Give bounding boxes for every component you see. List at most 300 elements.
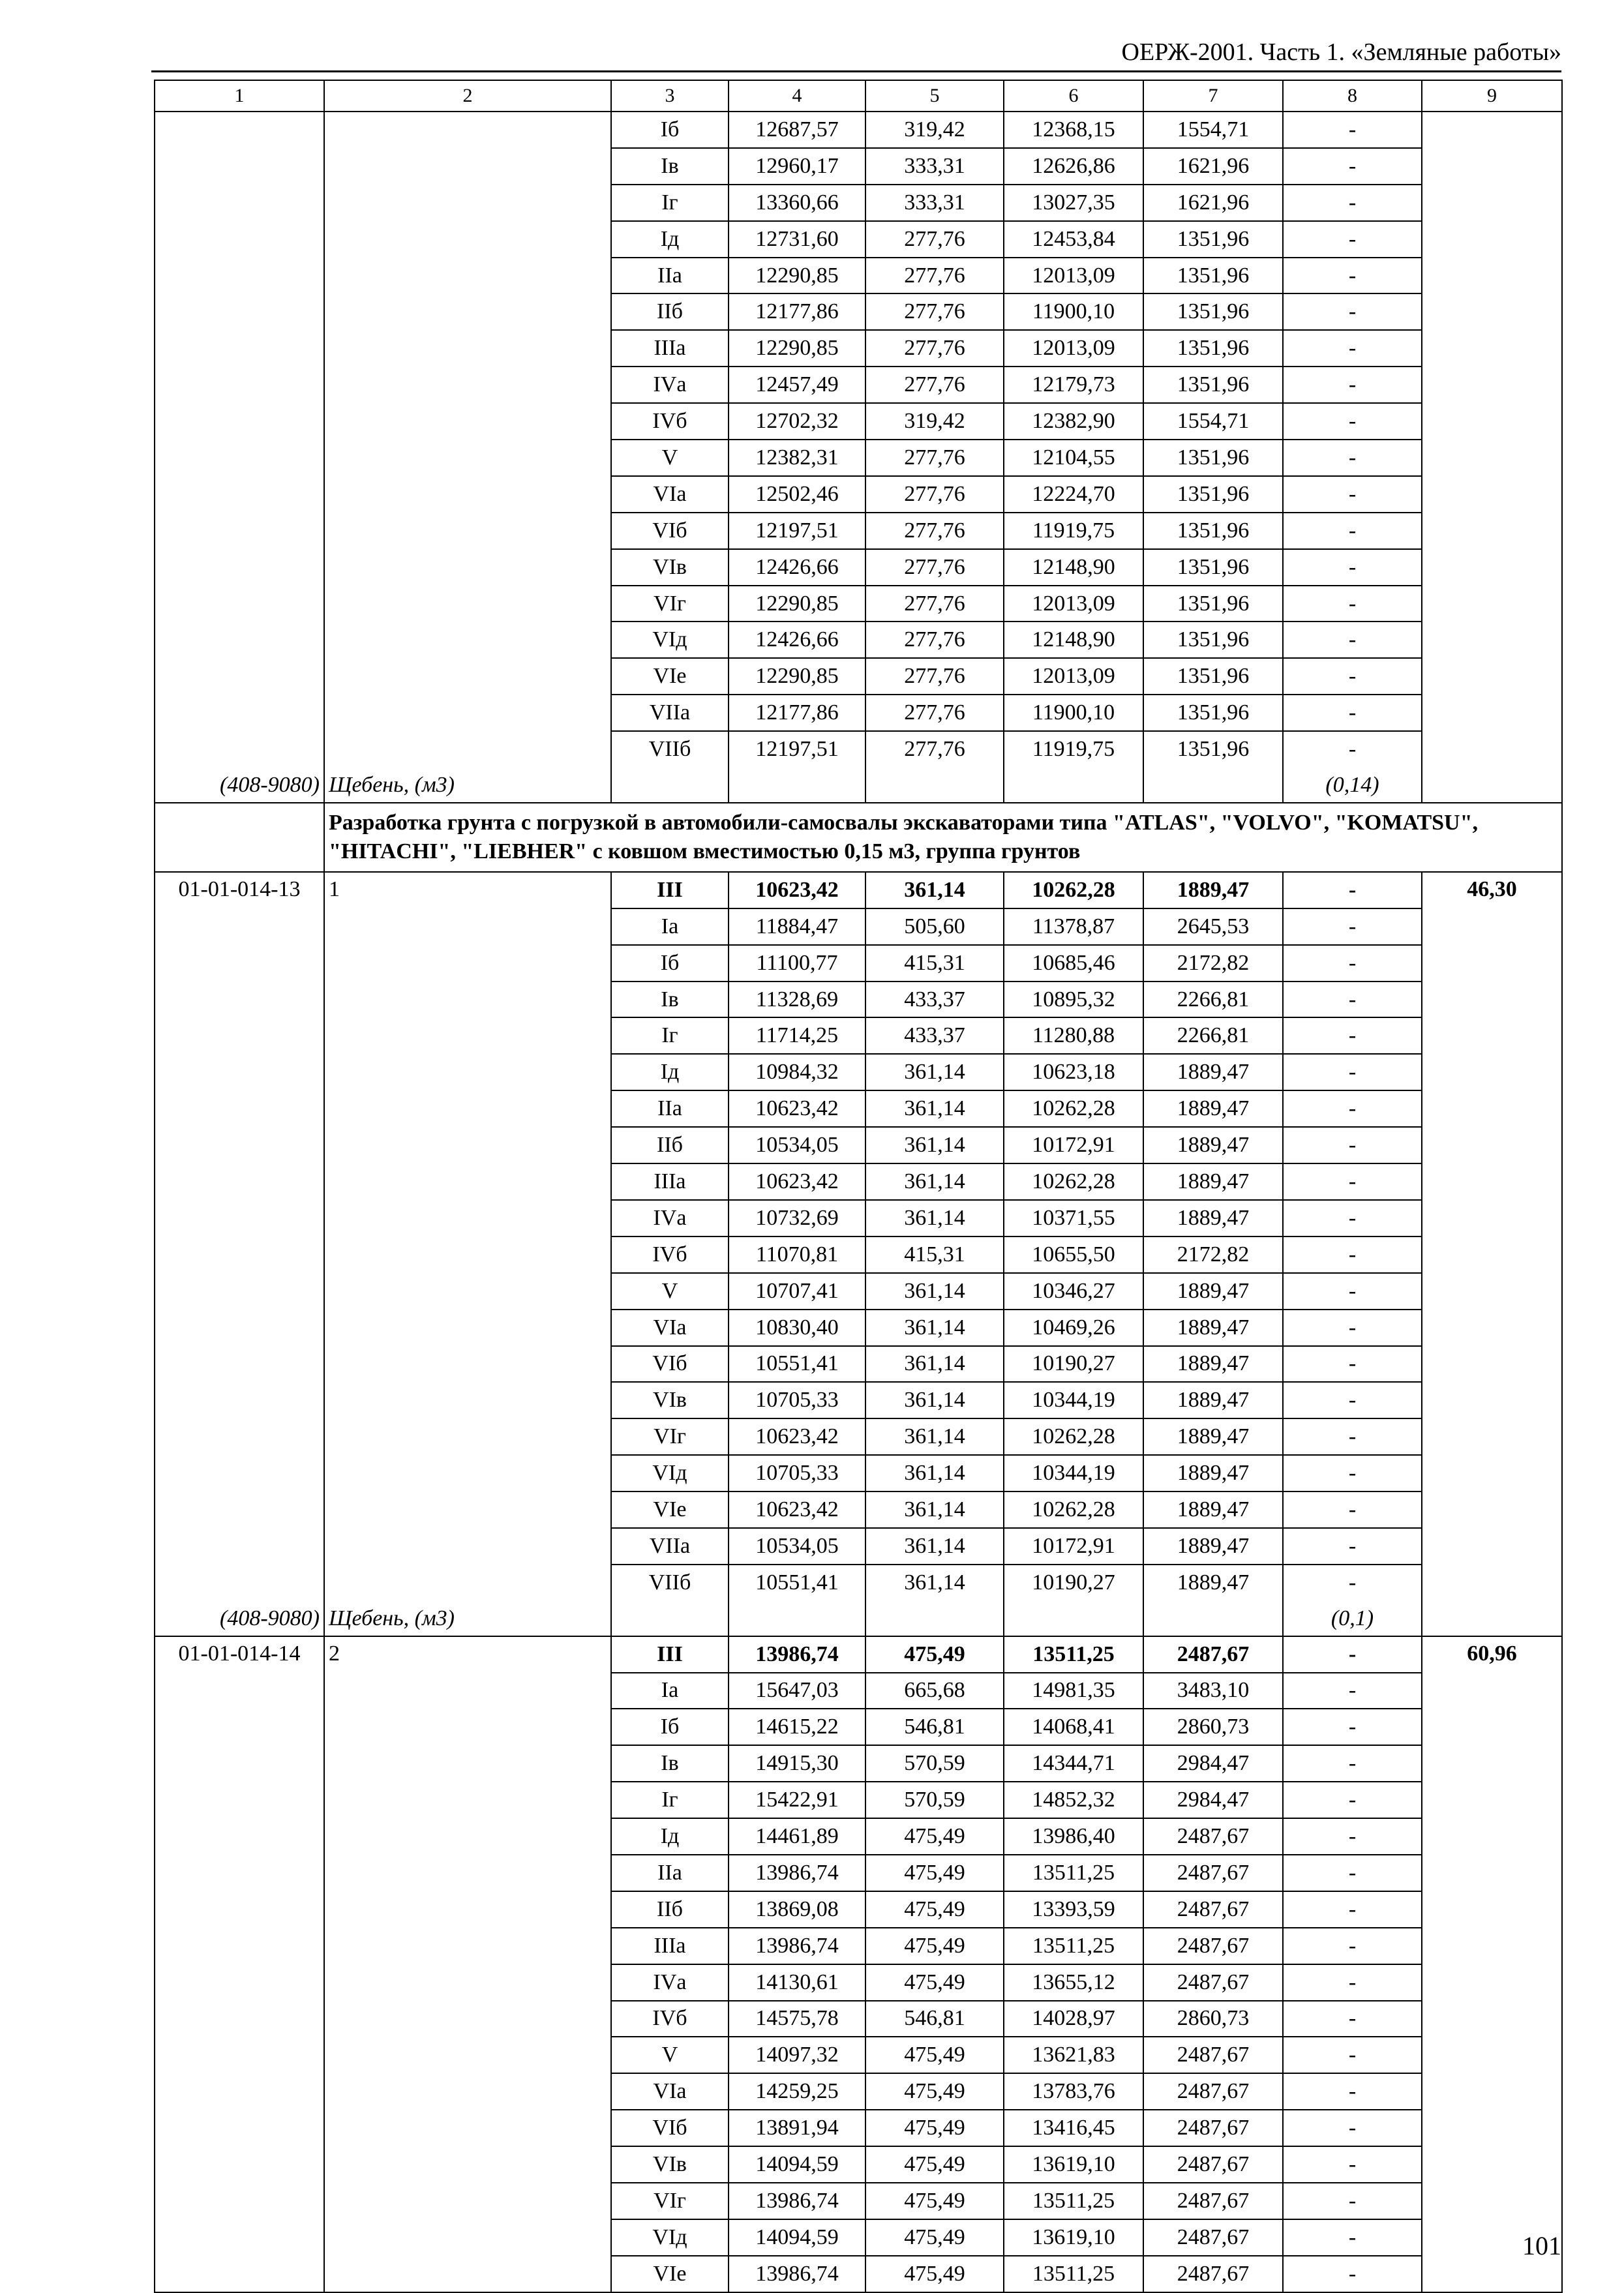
code-cell <box>155 258 324 294</box>
name-cell <box>324 1709 611 1745</box>
materials-cell: - <box>1283 112 1422 148</box>
total-cell: 10623,42 <box>729 1491 865 1528</box>
machines-cell: 12382,90 <box>1004 403 1143 440</box>
materials-cell: - <box>1283 1782 1422 1818</box>
code-cell <box>155 1200 324 1236</box>
table-row <box>155 1200 1562 1236</box>
code-cell <box>155 476 324 513</box>
name-cell <box>324 476 611 513</box>
machinist-wage-cell: 1889,47 <box>1143 1382 1283 1418</box>
code-cell <box>155 586 324 622</box>
materials-cell: - <box>1283 293 1422 330</box>
mark-cell: VIб <box>611 513 729 549</box>
table-row <box>155 293 1562 330</box>
total-cell: 10534,05 <box>729 1528 865 1565</box>
mark-cell: Iд <box>611 1818 729 1855</box>
machines-cell: 10346,27 <box>1004 1273 1143 1310</box>
wage-cell: 433,37 <box>865 982 1004 1018</box>
wage-cell: 277,76 <box>865 330 1004 367</box>
labor-cell <box>1422 1163 1562 1200</box>
wage-cell: 475,49 <box>865 1928 1004 1964</box>
name-cell <box>324 403 611 440</box>
wage-cell: 361,14 <box>865 1090 1004 1127</box>
total-cell: 12687,57 <box>729 112 865 148</box>
total-cell: 12731,60 <box>729 221 865 258</box>
materials-cell: - <box>1283 872 1422 908</box>
materials-cell: - <box>1283 185 1422 221</box>
mark-cell: IIа <box>611 1090 729 1127</box>
empty-cell <box>1004 1600 1143 1636</box>
wage-cell: 277,76 <box>865 695 1004 731</box>
wage-cell: 361,14 <box>865 1491 1004 1528</box>
mark-cell: VIд <box>611 2219 729 2256</box>
total-cell: 10551,41 <box>729 1346 865 1383</box>
empty-cell <box>1004 767 1143 803</box>
table-row <box>155 622 1562 658</box>
total-cell: 14461,89 <box>729 1818 865 1855</box>
machines-cell: 10623,18 <box>1004 1054 1143 1090</box>
total-cell: 12197,51 <box>729 731 865 767</box>
name-cell <box>324 2037 611 2073</box>
machines-cell: 10344,19 <box>1004 1382 1143 1418</box>
materials-cell: - <box>1283 1745 1422 1782</box>
name-cell <box>324 293 611 330</box>
code-cell <box>155 1310 324 1346</box>
name-cell <box>324 982 611 1018</box>
machinist-wage-cell: 2487,67 <box>1143 2110 1283 2146</box>
wage-cell: 433,37 <box>865 1017 1004 1054</box>
machinist-wage-cell: 2487,67 <box>1143 1636 1283 1673</box>
total-cell: 12177,86 <box>729 695 865 731</box>
machinist-wage-cell: 2645,53 <box>1143 908 1283 945</box>
machinist-wage-cell: 2984,47 <box>1143 1745 1283 1782</box>
material-code: (408-9080) <box>155 767 324 803</box>
table-row <box>155 1017 1562 1054</box>
labor-cell <box>1422 1673 1562 1709</box>
code-cell <box>155 695 324 731</box>
rates-table <box>154 80 1563 2293</box>
name-cell <box>324 1528 611 1565</box>
labor-cell <box>1422 2110 1562 2146</box>
column-number: 6 <box>1004 80 1143 112</box>
total-cell: 10623,42 <box>729 1090 865 1127</box>
mark-cell: III <box>611 1636 729 1673</box>
table-row <box>155 1236 1562 1273</box>
total-cell: 14615,22 <box>729 1709 865 1745</box>
table-row <box>155 2110 1562 2146</box>
labor-cell <box>1422 1017 1562 1054</box>
name-cell <box>324 1673 611 1709</box>
wage-cell: 415,31 <box>865 1236 1004 1273</box>
materials-cell: - <box>1283 2037 1422 2073</box>
materials-cell: - <box>1283 1528 1422 1565</box>
mark-cell: VIд <box>611 622 729 658</box>
labor-cell <box>1422 1054 1562 1090</box>
materials-cell: - <box>1283 330 1422 367</box>
name-cell <box>324 1891 611 1928</box>
machines-cell: 13619,10 <box>1004 2146 1143 2183</box>
name-cell <box>324 112 611 148</box>
machinist-wage-cell: 1351,96 <box>1143 695 1283 731</box>
total-cell: 13986,74 <box>729 2256 865 2292</box>
mark-cell: Iб <box>611 1709 729 1745</box>
machines-cell: 13416,45 <box>1004 2110 1143 2146</box>
mark-cell: IVа <box>611 1200 729 1236</box>
materials-cell: - <box>1283 403 1422 440</box>
labor-cell <box>1422 1310 1562 1346</box>
machines-cell: 12013,09 <box>1004 330 1143 367</box>
labor-cell <box>1422 1528 1562 1565</box>
machinist-wage-cell: 2487,67 <box>1143 2146 1283 2183</box>
material-consumption: (0,1) <box>1283 1600 1422 1636</box>
table-row <box>155 549 1562 586</box>
mark-cell: VIг <box>611 586 729 622</box>
machines-cell: 13027,35 <box>1004 185 1143 221</box>
name-cell <box>324 1964 611 2001</box>
machines-cell: 14981,35 <box>1004 1673 1143 1709</box>
mark-cell: IIIа <box>611 1928 729 1964</box>
code-cell <box>155 1346 324 1383</box>
table-row <box>155 872 1562 908</box>
table-row <box>155 221 1562 258</box>
labor-cell <box>1422 982 1562 1018</box>
materials-cell: - <box>1283 586 1422 622</box>
machinist-wage-cell: 2487,67 <box>1143 2037 1283 2073</box>
materials-cell: - <box>1283 1928 1422 1964</box>
code-cell <box>155 221 324 258</box>
table-row <box>155 1528 1562 1565</box>
machinist-wage-cell: 1889,47 <box>1143 1163 1283 1200</box>
machinist-wage-cell: 1351,96 <box>1143 622 1283 658</box>
page-header: ОЕРЖ-2001. Часть 1. «Земляные работы» <box>1121 38 1561 66</box>
table-row <box>155 1346 1562 1383</box>
total-cell: 14094,59 <box>729 2146 865 2183</box>
table-row <box>155 2256 1562 2292</box>
machinist-wage-cell: 1889,47 <box>1143 1346 1283 1383</box>
machinist-wage-cell: 3483,10 <box>1143 1673 1283 1709</box>
mark-cell: VIе <box>611 2256 729 2292</box>
materials-cell: - <box>1283 2219 1422 2256</box>
name-cell <box>324 549 611 586</box>
wage-cell: 546,81 <box>865 2001 1004 2037</box>
machines-cell: 12148,90 <box>1004 622 1143 658</box>
machines-cell: 10685,46 <box>1004 945 1143 982</box>
name-cell <box>324 695 611 731</box>
table-row <box>155 367 1562 403</box>
name-cell <box>324 1491 611 1528</box>
wage-cell: 361,14 <box>865 1163 1004 1200</box>
name-cell <box>324 908 611 945</box>
material-name: Щебень, (м3) <box>324 767 611 803</box>
name-cell <box>324 513 611 549</box>
empty-cell <box>865 1600 1004 1636</box>
mark-cell: V <box>611 2037 729 2073</box>
table-row <box>155 1964 1562 2001</box>
materials-cell: - <box>1283 908 1422 945</box>
code-cell <box>155 112 324 148</box>
labor-cell <box>1422 1236 1562 1273</box>
total-cell: 14915,30 <box>729 1745 865 1782</box>
wage-cell: 361,14 <box>865 1346 1004 1383</box>
machinist-wage-cell: 2266,81 <box>1143 982 1283 1018</box>
table-row <box>155 2001 1562 2037</box>
machines-cell: 11919,75 <box>1004 731 1143 767</box>
machinist-wage-cell: 1554,71 <box>1143 403 1283 440</box>
name-cell <box>324 1382 611 1418</box>
name-cell <box>324 148 611 185</box>
code-cell <box>155 2256 324 2292</box>
mark-cell: VIг <box>611 2183 729 2219</box>
total-cell: 12290,85 <box>729 586 865 622</box>
name-cell <box>324 1236 611 1273</box>
machinist-wage-cell: 1351,96 <box>1143 293 1283 330</box>
wage-cell: 415,31 <box>865 945 1004 982</box>
labor-cell <box>1422 658 1562 695</box>
table-row <box>155 982 1562 1018</box>
name-cell <box>324 2219 611 2256</box>
labor-cell: 46,30 <box>1422 872 1562 908</box>
materials-cell: - <box>1283 1346 1422 1383</box>
machines-cell: 13511,25 <box>1004 1855 1143 1891</box>
materials-cell: - <box>1283 1163 1422 1200</box>
materials-cell: - <box>1283 695 1422 731</box>
name-cell <box>324 2001 611 2037</box>
machines-cell: 10262,28 <box>1004 1418 1143 1455</box>
machinist-wage-cell: 1889,47 <box>1143 1127 1283 1163</box>
name-cell <box>324 1818 611 1855</box>
code-cell <box>155 1054 324 1090</box>
wage-cell: 546,81 <box>865 1709 1004 1745</box>
machines-cell: 10655,50 <box>1004 1236 1143 1273</box>
name-cell <box>324 2146 611 2183</box>
total-cell: 12502,46 <box>729 476 865 513</box>
name-cell <box>324 1565 611 1600</box>
machinist-wage-cell: 1351,96 <box>1143 258 1283 294</box>
labor-cell <box>1422 293 1562 330</box>
wage-cell: 277,76 <box>865 622 1004 658</box>
table-row <box>155 945 1562 982</box>
materials-cell: - <box>1283 258 1422 294</box>
total-cell: 14094,59 <box>729 2219 865 2256</box>
code-cell <box>155 1163 324 1200</box>
wage-cell: 475,49 <box>865 2037 1004 2073</box>
mark-cell: Iг <box>611 185 729 221</box>
total-cell: 14259,25 <box>729 2073 865 2110</box>
labor-cell <box>1422 2073 1562 2110</box>
total-cell: 12382,31 <box>729 440 865 476</box>
name-cell <box>324 1127 611 1163</box>
materials-cell: - <box>1283 367 1422 403</box>
name-cell <box>324 622 611 658</box>
mark-cell: VIе <box>611 1491 729 1528</box>
code-cell <box>155 1418 324 1455</box>
total-cell: 13360,66 <box>729 185 865 221</box>
section-title-row <box>155 803 1562 872</box>
total-cell: 12290,85 <box>729 658 865 695</box>
materials-cell: - <box>1283 148 1422 185</box>
code-cell <box>155 1782 324 1818</box>
machinist-wage-cell: 1889,47 <box>1143 1273 1283 1310</box>
mark-cell: VIб <box>611 1346 729 1383</box>
machines-cell: 13783,76 <box>1004 2073 1143 2110</box>
machines-cell: 13655,12 <box>1004 1964 1143 2001</box>
code-cell <box>155 2110 324 2146</box>
machinist-wage-cell: 1554,71 <box>1143 112 1283 148</box>
materials-cell: - <box>1283 622 1422 658</box>
table-row <box>155 1491 1562 1528</box>
wage-cell: 475,49 <box>865 2256 1004 2292</box>
machines-cell: 14344,71 <box>1004 1745 1143 1782</box>
column-number: 9 <box>1422 80 1562 112</box>
machines-cell: 14852,32 <box>1004 1782 1143 1818</box>
code-cell <box>155 1818 324 1855</box>
machinist-wage-cell: 1351,96 <box>1143 658 1283 695</box>
code-cell <box>155 1964 324 2001</box>
table-row <box>155 2146 1562 2183</box>
machinist-wage-cell: 2487,67 <box>1143 1855 1283 1891</box>
code-cell <box>155 1017 324 1054</box>
machines-cell: 12148,90 <box>1004 549 1143 586</box>
machines-cell: 12626,86 <box>1004 148 1143 185</box>
labor-cell <box>1422 2183 1562 2219</box>
mark-cell: Iв <box>611 148 729 185</box>
wage-cell: 333,31 <box>865 185 1004 221</box>
name-cell <box>324 1418 611 1455</box>
machinist-wage-cell: 2487,67 <box>1143 1928 1283 1964</box>
name-cell <box>324 2183 611 2219</box>
code-cell <box>155 1855 324 1891</box>
name-cell <box>324 1855 611 1891</box>
materials-cell: - <box>1283 1054 1422 1090</box>
labor-cell <box>1422 112 1562 148</box>
name-cell <box>324 1310 611 1346</box>
machines-cell: 10469,26 <box>1004 1310 1143 1346</box>
machinist-wage-cell: 2487,67 <box>1143 1818 1283 1855</box>
materials-cell: - <box>1283 1709 1422 1745</box>
table-row <box>155 1928 1562 1964</box>
empty-cell <box>1422 1600 1562 1636</box>
table-row <box>155 330 1562 367</box>
machines-cell: 10172,91 <box>1004 1127 1143 1163</box>
labor-cell <box>1422 2001 1562 2037</box>
total-cell: 12457,49 <box>729 367 865 403</box>
materials-cell: - <box>1283 1673 1422 1709</box>
mark-cell: VIв <box>611 2146 729 2183</box>
machines-cell: 10172,91 <box>1004 1528 1143 1565</box>
materials-cell: - <box>1283 1382 1422 1418</box>
materials-cell: - <box>1283 1964 1422 2001</box>
wage-cell: 277,76 <box>865 367 1004 403</box>
total-cell: 12702,32 <box>729 403 865 440</box>
code-cell <box>155 293 324 330</box>
materials-cell: - <box>1283 1855 1422 1891</box>
mark-cell: Iд <box>611 221 729 258</box>
table-row <box>155 1745 1562 1782</box>
table-row <box>155 586 1562 622</box>
mark-cell: VIб <box>611 2110 729 2146</box>
name-cell <box>324 731 611 767</box>
code-cell <box>155 2146 324 2183</box>
total-cell: 10705,33 <box>729 1382 865 1418</box>
mark-cell: IIб <box>611 1127 729 1163</box>
labor-cell <box>1422 1455 1562 1491</box>
labor-cell <box>1422 1709 1562 1745</box>
wage-cell: 475,49 <box>865 1891 1004 1928</box>
machines-cell: 10371,55 <box>1004 1200 1143 1236</box>
machinist-wage-cell: 1889,47 <box>1143 1054 1283 1090</box>
machines-cell: 10262,28 <box>1004 872 1143 908</box>
labor-cell <box>1422 1855 1562 1891</box>
materials-cell: - <box>1283 440 1422 476</box>
machinist-wage-cell: 1889,47 <box>1143 1455 1283 1491</box>
labor-cell <box>1422 440 1562 476</box>
labor-cell <box>1422 1382 1562 1418</box>
mark-cell: Iб <box>611 112 729 148</box>
material-code: (408-9080) <box>155 1600 324 1636</box>
column-number: 5 <box>865 80 1004 112</box>
machines-cell: 13393,59 <box>1004 1891 1143 1928</box>
machinist-wage-cell: 2266,81 <box>1143 1017 1283 1054</box>
table-row <box>155 185 1562 221</box>
machines-cell: 10895,32 <box>1004 982 1143 1018</box>
wage-cell: 475,49 <box>865 2219 1004 2256</box>
table-row <box>155 695 1562 731</box>
wage-cell: 277,76 <box>865 221 1004 258</box>
total-cell: 12960,17 <box>729 148 865 185</box>
table-row <box>155 1090 1562 1127</box>
name-cell <box>324 586 611 622</box>
mark-cell: Iг <box>611 1782 729 1818</box>
materials-cell: - <box>1283 2073 1422 2110</box>
mark-cell: IIIа <box>611 1163 729 1200</box>
materials-cell: - <box>1283 1891 1422 1928</box>
labor-cell <box>1422 1928 1562 1964</box>
name-cell <box>324 258 611 294</box>
machinist-wage-cell: 2172,82 <box>1143 1236 1283 1273</box>
table-row <box>155 1565 1562 1600</box>
machinist-wage-cell: 1351,96 <box>1143 513 1283 549</box>
table-row <box>155 1455 1562 1491</box>
labor-cell <box>1422 731 1562 767</box>
machines-cell: 10190,27 <box>1004 1346 1143 1383</box>
table-row <box>155 2037 1562 2073</box>
materials-cell: - <box>1283 1818 1422 1855</box>
machinist-wage-cell: 1889,47 <box>1143 1565 1283 1600</box>
column-number: 8 <box>1283 80 1422 112</box>
table-row <box>155 1273 1562 1310</box>
labor-cell <box>1422 2037 1562 2073</box>
wage-cell: 277,76 <box>865 258 1004 294</box>
materials-cell: - <box>1283 476 1422 513</box>
materials-cell: - <box>1283 2110 1422 2146</box>
mark-cell: VIIб <box>611 731 729 767</box>
total-cell: 10830,40 <box>729 1310 865 1346</box>
machines-cell: 10190,27 <box>1004 1565 1143 1600</box>
code-cell <box>155 513 324 549</box>
machines-cell: 11378,87 <box>1004 908 1143 945</box>
machines-cell: 12104,55 <box>1004 440 1143 476</box>
wage-cell: 277,76 <box>865 549 1004 586</box>
labor-cell <box>1422 586 1562 622</box>
mark-cell: VIIб <box>611 1565 729 1600</box>
name-cell <box>324 1054 611 1090</box>
machines-cell: 10262,28 <box>1004 1090 1143 1127</box>
table-row <box>155 403 1562 440</box>
table-row <box>155 476 1562 513</box>
name-cell <box>324 1163 611 1200</box>
machinist-wage-cell: 1889,47 <box>1143 872 1283 908</box>
name-cell <box>324 1200 611 1236</box>
